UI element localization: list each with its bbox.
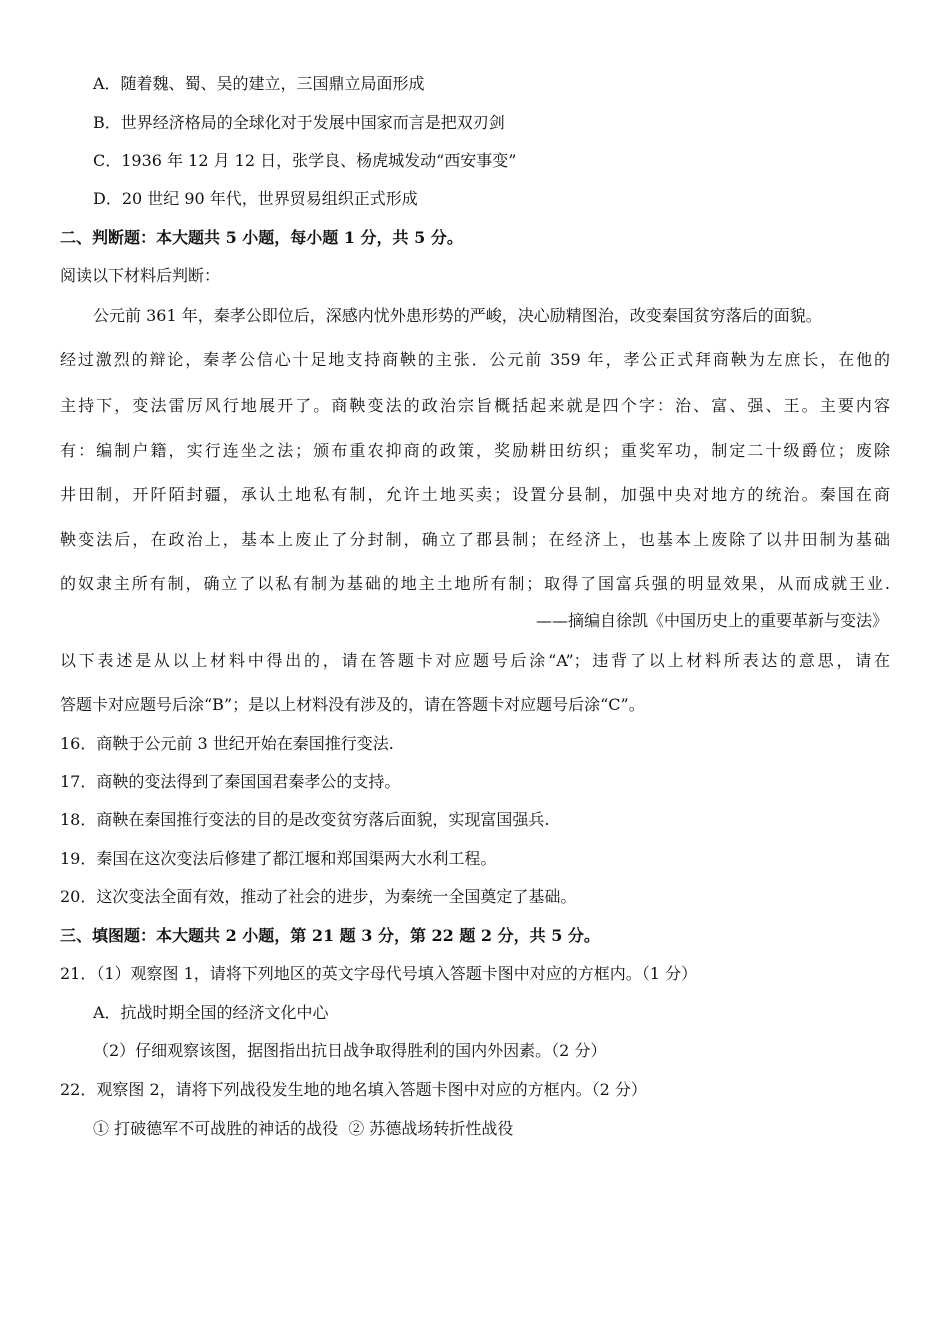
section2-intro: 阅读以下材料后判断：	[60, 266, 221, 285]
question-22: 22．观察图 2，请将下列战役发生地的地名填入答题卡图中对应的方框内。（2 分）	[60, 1080, 647, 1099]
question-21-item-a: A．抗战时期全国的经济文化中心	[93, 1003, 329, 1022]
passage-line: 的奴隶主所有制，确立了以私有制为基础的地主土地所有制；取得了国富兵强的明显效果，从而成就王业.	[60, 574, 890, 593]
passage-line: 有：编制户籍，实行连坐之法；颁布重农抑商的政策，奖励耕田纺织；重奖军功，制定二十级爵位；废除	[60, 441, 890, 460]
section2-heading: 二、判断题：本大题共 5 小题，每小题 1 分，共 5 分。	[60, 228, 463, 247]
question-21-part-2: （2）仔细观察该图，据图指出抗日战争取得胜利的国内外因素。（2 分）	[93, 1041, 607, 1060]
question-21: 21．（1）观察图 1，请将下列地区的英文字母代号填入答题卡图中对应的方框内。（1 分）	[60, 964, 698, 983]
option-d: D．20 世纪 90 年代，世界贸易组织正式形成	[93, 189, 418, 208]
question-19: 19．秦国在这次变法后修建了都江堰和郑国渠两大水利工程。	[60, 849, 497, 868]
passage-line: 公元前 361 年，秦孝公即位后，深感内忧外患形势的严峻，决心励精图治，改变秦国贫穷落后的面貌。	[93, 306, 822, 325]
passage-line: 经过激烈的辩论，秦孝公信心十足地支持商鞅的主张．公元前 359 年，孝公正式拜商鞅为左庶长，在他的	[60, 350, 890, 369]
option-b: B．世界经济格局的全球化对于发展中国家而言是把双刃剑	[93, 113, 505, 132]
option-a: A．随着魏、蜀、吴的建立，三国鼎立局面形成	[93, 74, 425, 93]
question-22-items: ① 打破德军不可战胜的神话的战役 ② 苏德战场转折性战役	[93, 1119, 514, 1138]
question-20: 20．这次变法全面有效，推动了社会的进步，为秦统一全国奠定了基础。	[60, 887, 577, 906]
option-c: C．1936 年 12 月 12 日，张学良、杨虎城发动“西安事变”	[93, 151, 517, 170]
passage-line: 主持下，变法雷厉风行地展开了。商鞅变法的政治宗旨概括起来就是四个字：治、富、强、王。主要内容	[60, 396, 890, 415]
question-16: 16．商鞅于公元前 3 世纪开始在秦国推行变法.	[60, 734, 394, 753]
instruction-line: 以下表述是从以上材料中得出的，请在答题卡对应题号后涂“A”；违背了以上材料所表达的意思，请在	[60, 651, 890, 670]
passage-line: 鞅变法后，在政治上，基本上废止了分封制，确立了郡县制；在经济上，也基本上废除了以井田制为基础	[60, 530, 890, 549]
instruction-line: 答题卡对应题号后涂“B”；是以上材料没有涉及的，请在答题卡对应题号后涂“C”。	[60, 695, 645, 714]
section3-heading: 三、填图题：本大题共 2 小题，第 21 题 3 分，第 22 题 2 分，共 5 分。	[60, 926, 600, 945]
question-17: 17．商鞅的变法得到了秦国国君秦孝公的支持。	[60, 772, 401, 791]
passage-line: 井田制，开阡陌封疆，承认土地私有制，允许土地买卖；设置分县制，加强中央对地方的统治。秦国在商	[60, 485, 890, 504]
passage-source: ——摘编自徐凯《中国历史上的重要革新与变法》	[535, 611, 888, 630]
question-18: 18．商鞅在秦国推行变法的目的是改变贫穷落后面貌，实现富国强兵.	[60, 810, 550, 829]
